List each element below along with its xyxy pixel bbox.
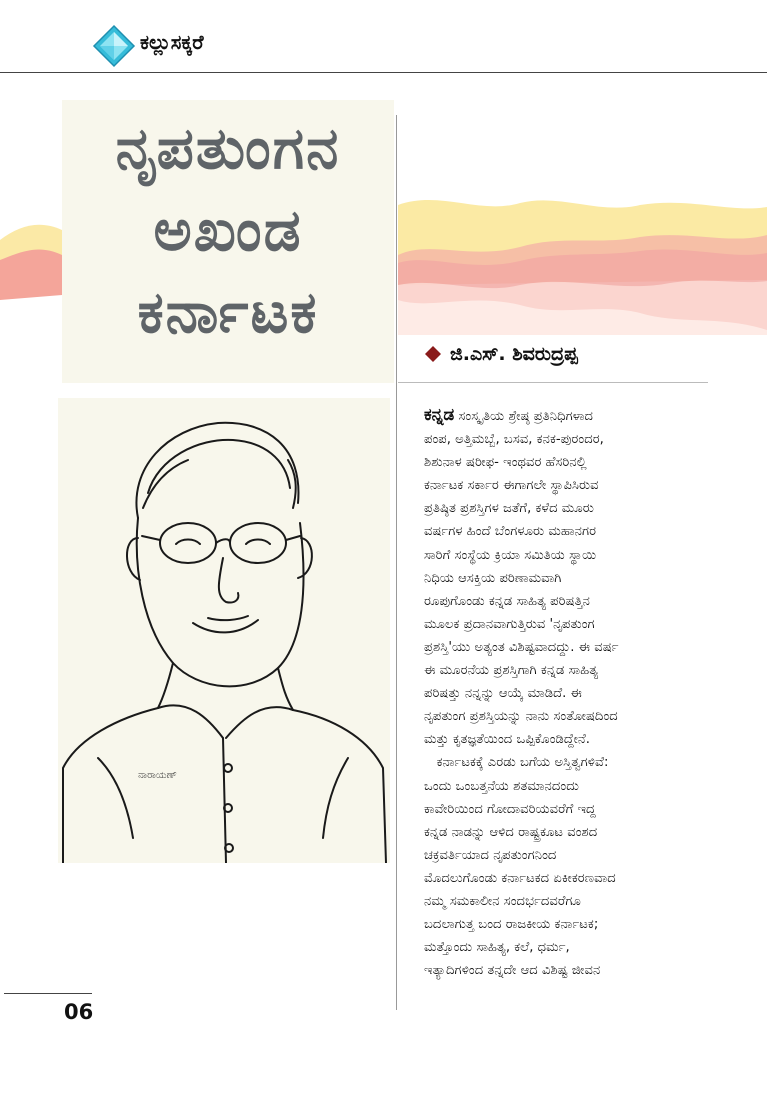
footer-divider: [4, 993, 92, 994]
byline-divider: [398, 382, 708, 383]
header-divider: [0, 72, 767, 73]
magazine-logo-icon[interactable]: [92, 24, 136, 68]
body-line: ಕರ್ನಾಟಕ ಸರ್ಕಾರ ಈಗಾಗಲೇ ಸ್ಥಾಪಿಸಿರುವ: [424, 478, 599, 494]
body-line: ಈ ಮೂರನೆಯ ಪ್ರಶಸ್ತಿಗಾಗಿ ಕನ್ನಡ ಸಾಹಿತ್ಯ: [424, 663, 599, 679]
body-line: ಇತ್ಯಾದಿಗಳಿಂದ ತನ್ನದೇ ಆದ ವಿಶಿಷ್ಟ ಜೀವನ: [424, 963, 601, 979]
body-line: ನಿಧಿಯ ಆಸಕ್ತಿಯ ಪರಿಣಾಮವಾಗಿ: [424, 570, 562, 586]
body-line: ಪ್ರತಿಷ್ಠಿತ ಪ್ರಶಸ್ತಿಗಳ ಜತೆಗೆ, ಕಳೆದ ಮೂರು: [424, 501, 594, 517]
body-line: ಕರ್ನಾಟಕಕ್ಕೆ ಎರಡು ಬಗೆಯ ಅಸ್ತಿತ್ವಗಳಿವೆ:: [424, 755, 609, 771]
body-line: ನೃಪತುಂಗ ಪ್ರಶಸ್ತಿಯನ್ನು ನಾನು ಸಂತೋಷದಿಂದ: [424, 709, 618, 725]
article-title-line-3: ಕರ್ನಾಟಕ: [137, 278, 319, 346]
author-portrait-sketch: [58, 398, 390, 863]
body-line: ನಮ್ಮ ಸಮಕಾಲೀನ ಸಂದರ್ಭದವರೆಗೂ: [424, 893, 581, 909]
page-number: 06: [64, 1000, 94, 1024]
body-first-word: ಕನ್ನಡ: [424, 405, 455, 425]
author-portrait-panel: [58, 398, 390, 863]
body-line: ಬದಲಾಗುತ್ತ ಬಂದ ರಾಜಕೀಯ ಕರ್ನಾಟಕ;: [424, 917, 599, 933]
article-title-panel: [62, 100, 394, 383]
article-title-line-2: ಅಖಂಡ: [153, 196, 303, 264]
body-line: ಶಿಶುನಾಳ ಷರೀಫ- ಇಂಥವರ ಹೆಸರಿನಲ್ಲಿ: [424, 455, 587, 471]
body-line: ಮೂಲಕ ಪ್ರದಾನವಾಗುತ್ತಿರುವ 'ನೃಪತುಂಗ: [424, 616, 595, 632]
body-line: ರೂಪುಗೊಂಡು ಕನ್ನಡ ಸಾಹಿತ್ಯ ಪರಿಷತ್ತಿನ: [424, 593, 591, 609]
author-byline: ಜಿ.ಎಸ್. ಶಿವರುದ್ರಪ್ಪ: [450, 343, 578, 365]
body-line: ಒಂದು ಒಂಬತ್ತನೆಯ ಶತಮಾನದಂದು: [424, 778, 579, 794]
body-line: ಸಾರಿಗೆ ಸಂಸ್ಥೆಯ ಕ್ರಿಯಾ ಸಮಿತಿಯ ಸ್ಥಾಯಿ: [424, 547, 597, 563]
body-line: ಕನ್ನಡ ನಾಡನ್ನು ಆಳಿದ ರಾಷ್ಟ್ರಕೂಟ ವಂಶದ: [424, 824, 598, 840]
body-line: ಪ್ರಶಸ್ತಿ'ಯು ಅತ್ಯಂತ ವಿಶಿಷ್ಟವಾದದ್ದು. ಈ ವರ್ಷ: [424, 639, 619, 655]
byline-diamond-icon: [425, 346, 441, 362]
body-line: ಕಾವೇರಿಯಿಂದ ಗೋದಾವರಿಯವರೆಗೆ ಇದ್ದ: [424, 801, 596, 817]
body-line: ಚಕ್ರವರ್ತಿಯಾದ ನೃಪತುಂಗನಿಂದ: [424, 847, 557, 863]
magazine-name: ಕಲ್ಲುಸಕ್ಕರೆ: [140, 30, 204, 54]
body-line: ವರ್ಷಗಳ ಹಿಂದೆ ಬೆಂಗಳೂರು ಮಹಾನಗರ: [424, 524, 597, 540]
body-line: ಸಂಸ್ಕೃತಿಯ ಶ್ರೇಷ್ಠ ಪ್ರತಿನಿಧಿಗಳಾದ: [454, 409, 594, 424]
column-divider: [396, 115, 397, 1010]
portrait-signature: ನಾರಾಯಣ್: [138, 770, 177, 781]
article-title-line-1: ನೃಪತುಂಗನ: [115, 114, 341, 182]
body-line: ಪರಿಷತ್ತು ನನ್ನನ್ನು ಆಯ್ಕೆ ಮಾಡಿದೆ. ಈ: [424, 686, 583, 702]
body-line: ಪಂಪ, ಅತ್ತಿಮಬ್ಬೆ, ಬಸವ, ಕನಕ-ಪುರಂದರ,: [424, 432, 604, 448]
body-line: ಮತ್ತೊಂದು ಸಾಹಿತ್ಯ, ಕಲೆ, ಧರ್ಮ,: [424, 940, 570, 956]
body-line: ಮೊದಲುಗೊಂಡು ಕರ್ನಾಟಕದ ಏಕೀಕರಣವಾದ: [424, 870, 616, 886]
body-line: ಮತ್ತು ಕೃತಜ್ಞತೆಯಿಂದ ಒಪ್ಪಿಕೊಂಡಿದ್ದೇನೆ.: [424, 732, 590, 748]
article-body: [424, 404, 710, 982]
